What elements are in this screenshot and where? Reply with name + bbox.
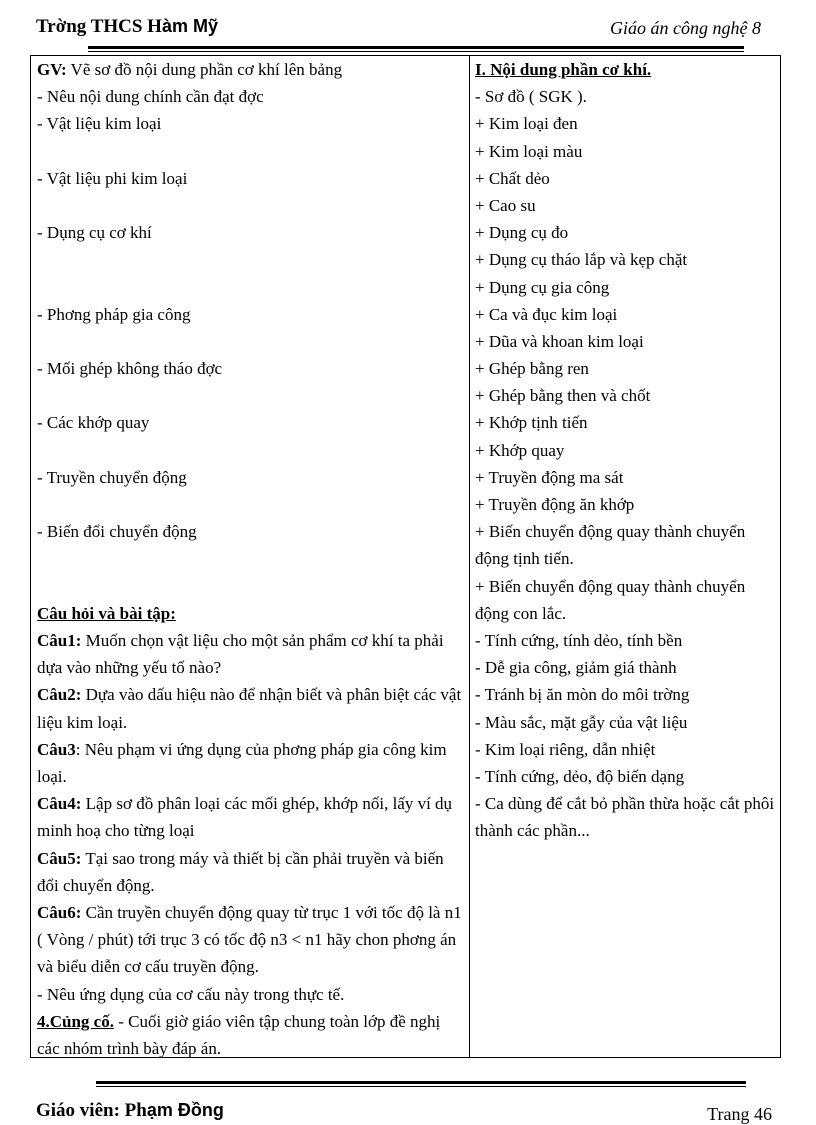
answer-line: - Màu sắc, mặt gẫy của vật liệu bbox=[475, 712, 688, 732]
answer-line: - Dễ gia công, giảm giá thành bbox=[475, 658, 677, 678]
content-line: + Truyền động ăn khớp bbox=[475, 495, 635, 514]
question: Câu6: Cần truyền chuyển động quay từ trục 1 với tốc độ là n1 ( Vòng / phút) tới trục 3 có tốc độ n3 < n1 hãy chon phơng án và biểu diễn cơ cấu truyền động. bbox=[37, 902, 462, 977]
topic-item: - Các khớp quay bbox=[37, 413, 150, 433]
consolidation: 4.Củng cố. - Cuối giờ giáo viên tập chung toàn lớp đề nghị các nhóm trình bày đáp án. bbox=[37, 1011, 441, 1058]
subject-title: Giáo án công nghệ 8 bbox=[610, 18, 761, 38]
topic-item: - Phơng pháp gia công bbox=[37, 304, 191, 324]
application-note: - Nêu ứng dụng của cơ cấu này trong thực tế. bbox=[37, 984, 345, 1004]
content-line: + Ghép bằng ren bbox=[475, 359, 589, 379]
topic-item: - Mối ghép không tháo đợc bbox=[37, 359, 223, 379]
section-heading: I. Nội dung phần cơ khí. bbox=[475, 60, 652, 79]
content-line: + Dụng cụ tháo lắp và kẹp chặt bbox=[475, 250, 688, 270]
topic-item: - Dụng cụ cơ khí bbox=[37, 223, 152, 243]
page-number: Trang 46 bbox=[707, 1104, 772, 1124]
content-line: + Cao su bbox=[475, 195, 536, 215]
question: Câu1: Muốn chọn vật liệu cho một sản phẩm cơ khí ta phải dựa vào những yếu tố nào? bbox=[37, 630, 444, 678]
topic-item: - Nêu nội dung chính cần đạt đợc bbox=[37, 87, 264, 107]
content-line: + Dũa và khoan kim loại bbox=[475, 331, 644, 351]
teacher-name: Giáo viên: Phạm Đồng bbox=[36, 1100, 224, 1121]
header-rule bbox=[88, 46, 744, 49]
answer-line: - Tránh bị ăn mòn do môi trờng bbox=[475, 685, 690, 705]
content-line: + Dụng cụ gia công bbox=[475, 277, 610, 297]
content-line: + Kim loại đen bbox=[475, 114, 578, 134]
content-line: + Khớp tịnh tiến bbox=[475, 413, 588, 433]
school-name: Trờng THCS Hàm Mỹ bbox=[36, 16, 218, 37]
answer-line: - Kim loại riêng, dẫn nhiệt bbox=[475, 739, 656, 759]
questions-heading: Câu hỏi và bài tập: bbox=[37, 603, 176, 623]
lesson-table bbox=[30, 55, 781, 1058]
topic-item: - Biến đổi chuyển động bbox=[37, 522, 197, 542]
content-line: - Sơ đồ ( SGK ). bbox=[475, 87, 587, 107]
content-line: + Ghép bằng then và chốt bbox=[475, 386, 651, 406]
gv-instruction: GV: Vẽ sơ đồ nội dung phần cơ khí lên bảng bbox=[37, 60, 343, 79]
answer-line: - Tính cứng, dẻo, độ biến dạng bbox=[475, 766, 685, 786]
content-line: + Truyền động ma sát bbox=[475, 467, 624, 487]
content-line: + Biến chuyển động quay thành chuyển động con lắc. bbox=[475, 576, 746, 623]
content-line: + Ca và đục kim loại bbox=[475, 304, 618, 324]
answer-line: - Tính cứng, tính dẻo, tính bền bbox=[475, 631, 683, 650]
topic-item: - Vật liệu kim loại bbox=[37, 114, 162, 134]
question: Câu5: Tại sao trong máy và thiết bị cần phải truyền và biến đổi chuyển động. bbox=[37, 848, 444, 895]
content-line: + Biến chuyển động quay thành chuyển động tịnh tiến. bbox=[475, 522, 746, 569]
answer-line: - Ca dùng để cắt bỏ phần thừa hoặc cắt phôi thành các phần... bbox=[475, 794, 775, 841]
teacher-activity-column bbox=[37, 56, 465, 1062]
content-line: + Dụng cụ đo bbox=[475, 223, 569, 243]
footer-rule-thin bbox=[96, 1086, 746, 1087]
footer-rule bbox=[96, 1081, 746, 1084]
content-column bbox=[475, 56, 775, 845]
question: Câu2: Dựa vào dấu hiệu nào để nhận biết và phân biệt các vật liệu kim loại. bbox=[37, 685, 462, 732]
content-line: + Khớp quay bbox=[475, 440, 565, 460]
topic-item: - Truyền chuyển động bbox=[37, 467, 187, 487]
content-line: + Chất dẻo bbox=[475, 168, 550, 188]
topic-item: - Vật liệu phi kim loại bbox=[37, 168, 188, 188]
column-divider bbox=[469, 56, 470, 1057]
content-line: + Kim loại màu bbox=[475, 141, 583, 161]
header-rule-thin bbox=[88, 51, 744, 52]
question: Câu4: Lập sơ đồ phân loại các mối ghép, khớp nối, lấy ví dụ minh hoạ cho từng loại bbox=[37, 794, 453, 841]
question: Câu3: Nêu phạm vi ứng dụng của phơng pháp gia công kim loại. bbox=[37, 739, 447, 786]
